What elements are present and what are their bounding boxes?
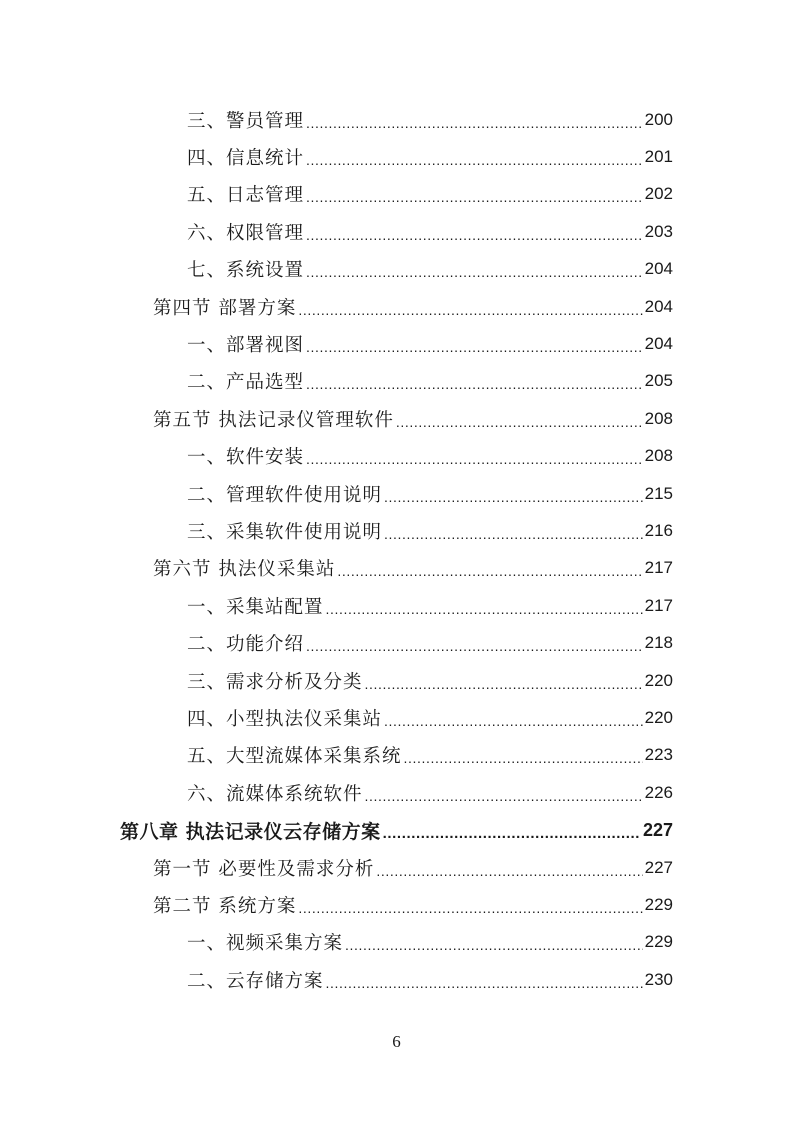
toc-entry-title: 六、权限管理 [187, 222, 305, 244]
toc-entry-page-number: 204 [644, 333, 673, 353]
toc-entry-item[interactable] [187, 438, 673, 475]
toc-entry-page-number: 220 [644, 707, 673, 727]
toc-entry-section[interactable] [153, 886, 673, 923]
toc-entry-page-number: 229 [644, 894, 673, 914]
dot-leader [365, 788, 643, 804]
toc-entry-page-number: 218 [644, 633, 673, 653]
dot-leader [298, 900, 642, 916]
toc-entry-page-number: 216 [644, 520, 673, 540]
toc-entry-item[interactable] [187, 587, 673, 624]
toc-entry-item[interactable] [187, 325, 673, 362]
toc-entry-page-number: 217 [644, 595, 673, 615]
toc-entry-title: 四、信息统计 [187, 147, 305, 169]
toc-entry-item[interactable] [187, 512, 673, 549]
toc-entry-title: 四、小型执法仪采集站 [187, 708, 383, 730]
toc-entry-title: 七、系统设置 [187, 260, 305, 282]
toc-entry-page-number: 201 [644, 146, 673, 166]
toc-entry-page-number: 215 [644, 483, 673, 503]
toc-entry-item[interactable] [187, 961, 673, 998]
toc-entry-page-number: 227 [644, 857, 673, 877]
toc-entry-title: 第二节 系统方案 [153, 895, 297, 917]
toc-entry-title: 二、云存储方案 [187, 970, 324, 992]
toc-entry-title: 二、产品选型 [187, 372, 305, 394]
dot-leader [306, 227, 643, 243]
toc-entry-page-number: 220 [644, 670, 673, 690]
toc-entry-item[interactable] [187, 924, 673, 961]
page-number: 6 [392, 1032, 401, 1051]
toc-entry-title: 五、大型流媒体采集系统 [187, 746, 402, 768]
toc-entry-title: 三、需求分析及分类 [187, 671, 363, 693]
toc-entry-title: 二、管理软件使用说明 [187, 484, 383, 506]
toc-entry-page-number: 205 [644, 371, 673, 391]
toc-entry-title: 一、视频采集方案 [187, 933, 344, 955]
toc-entry-title: 六、流媒体系统软件 [187, 783, 363, 805]
toc-entry-page-number: 229 [644, 932, 673, 952]
toc-entry-page-number: 226 [644, 782, 673, 802]
toc-entry-page-number: 203 [644, 221, 673, 241]
toc-entry-title: 三、警员管理 [187, 110, 305, 132]
toc-entry-page-number: 204 [644, 296, 673, 316]
toc-entry-title: 五、日志管理 [187, 185, 305, 207]
toc-entry-title: 三、采集软件使用说明 [187, 521, 383, 543]
toc-entry-page-number: 217 [644, 558, 673, 578]
toc-entry-title: 二、功能介绍 [187, 634, 305, 656]
dot-leader [396, 414, 643, 430]
toc-entry-title: 一、采集站配置 [187, 596, 324, 618]
dot-leader [365, 676, 643, 692]
toc-entry-title: 第五节 执法记录仪管理软件 [153, 409, 394, 431]
toc-entry-item[interactable] [187, 251, 673, 288]
dot-leader [306, 152, 643, 168]
toc-entry-item[interactable] [187, 176, 673, 213]
dot-leader [337, 563, 642, 579]
toc-entry-page-number: 208 [644, 408, 673, 428]
dot-leader [384, 526, 643, 542]
toc-entry-chapter[interactable] [120, 812, 673, 849]
toc-entry-item[interactable] [187, 737, 673, 774]
dot-leader [384, 713, 643, 729]
toc-entry-item[interactable] [187, 625, 673, 662]
dot-leader [326, 601, 643, 617]
dot-leader [345, 937, 643, 953]
dot-leader [306, 189, 643, 205]
toc-entry-item[interactable] [187, 475, 673, 512]
dot-leader [384, 489, 643, 505]
dot-leader [306, 264, 643, 280]
toc-entry-item[interactable] [187, 213, 673, 250]
toc-entry-page-number: 230 [644, 969, 673, 989]
toc-entry-title: 第六节 执法仪采集站 [153, 559, 336, 581]
toc-entry-title: 一、软件安装 [187, 447, 305, 469]
toc-entry-section[interactable] [153, 288, 673, 325]
dot-leader [306, 339, 643, 355]
toc-entry-page-number: 208 [644, 446, 673, 466]
dot-leader [404, 750, 643, 766]
toc-entry-item[interactable] [187, 101, 673, 138]
dot-leader [298, 302, 642, 318]
dot-leader [306, 115, 643, 131]
dot-leader [376, 863, 642, 879]
toc-entry-item[interactable] [187, 138, 673, 175]
toc-entry-title: 第四节 部署方案 [153, 297, 297, 319]
toc-entry-item[interactable] [187, 699, 673, 736]
toc-entry-title: 第一节 必要性及需求分析 [153, 858, 375, 880]
toc-entry-page-number: 200 [644, 109, 673, 129]
dot-leader [306, 376, 643, 392]
toc-entry-title: 一、部署视图 [187, 334, 305, 356]
toc-entry-page-number: 227 [642, 819, 673, 840]
toc-entry-page-number: 223 [644, 745, 673, 765]
toc-entry-item[interactable] [187, 363, 673, 400]
toc-entry-section[interactable] [153, 400, 673, 437]
toc-entry-page-number: 204 [644, 259, 673, 279]
dot-leader [326, 975, 643, 991]
toc-entry-section[interactable] [153, 849, 673, 886]
dot-leader [383, 825, 641, 842]
toc-entry-page-number: 202 [644, 184, 673, 204]
toc-entry-item[interactable] [187, 774, 673, 811]
toc-entry-title: 第八章 执法记录仪云存储方案 [120, 820, 381, 843]
toc-entry-item[interactable] [187, 662, 673, 699]
dot-leader [306, 638, 643, 654]
dot-leader [306, 451, 643, 467]
toc-entry-section[interactable] [153, 550, 673, 587]
